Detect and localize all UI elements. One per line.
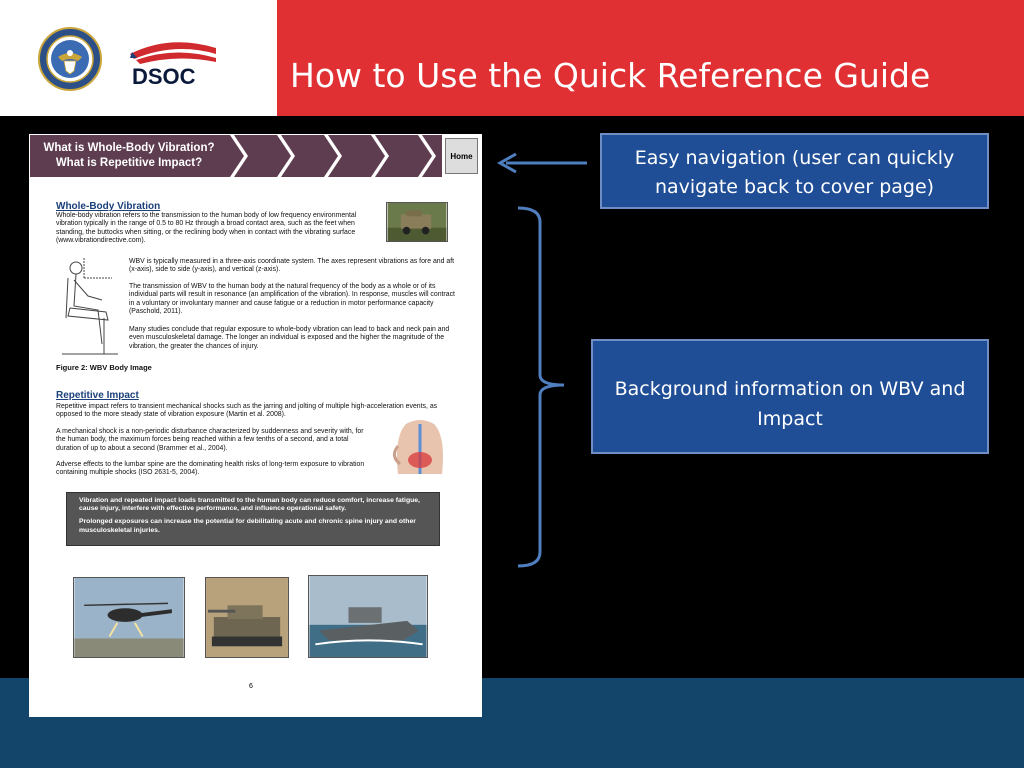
tank-photo (205, 577, 289, 658)
callout-text-1: Vibration and repeated impact loads transmitted to the human body can reduce comfort, increase fatigue, cause injury, interfere with effective performance, and influence operational safety. (79, 497, 420, 513)
callout-text-2: Prolonged exposures can increase the potential for debilitating acute and chronic spine injury and other musculoskeletal injuries. (79, 518, 416, 534)
quick-reference-page (29, 134, 482, 717)
wbv-paragraph-4: Many studies conclude that regular exposure to whole-body vibration can lead to back and neck pain and even musculoskeletal damage. The longer an individual is exposed and the higher the magnitude of the vibration, the greater the chances of injury. (129, 326, 450, 350)
ri-paragraph-3: Adverse effects to the lumbar spine are the dominating health risks of long-term exposure to vibration containing multiple shocks (ISO 2631-5, 2004). (56, 461, 365, 477)
wbv-section-title: Whole-Body Vibration (56, 201, 161, 212)
header-line-1: What is Whole-Body Vibration? (43, 142, 215, 154)
dsoc-logo-text: DSOC (132, 64, 196, 88)
patrol-boat-photo (308, 575, 428, 658)
lower-back-pain-image (384, 416, 456, 474)
helicopter-photo (73, 577, 185, 658)
wbv-paragraph-2: WBV is typically measured in a three-axis coordinate system. The axes represent vibrations as fore and aft (x-axis), side to side (y-axis), and vertical (z-axis). (129, 258, 455, 274)
left-arrow-icon (500, 154, 587, 172)
military-vehicle-photo (386, 202, 448, 242)
wbv-body-seated-figure (54, 258, 126, 364)
background-info-box: Background information on WBV and Impact (591, 339, 989, 454)
page-number: 6 (249, 683, 253, 690)
right-brace-icon (518, 208, 564, 566)
slide-title: How to Use the Quick Reference Guide (290, 56, 931, 95)
ri-section-title: Repetitive Impact (56, 390, 139, 401)
wbv-paragraph-1: Whole-body vibration refers to the transmission to the human body of low frequency environmental vibration typically in the range of 0.5 to 80 Hz through a broad contact area, such as the feet when standing, the buttocks when sitting, or the reclining body when in contact with the vibrating surface (www.vibrationdirective.com). (56, 212, 357, 245)
ri-paragraph-1: Repetitive impact refers to transient mechanical shocks such as the jarring and jolting of multiple high-acceleration events, as opposed to the more steady state of vibration exposure (Martin et al. 2008). (56, 403, 438, 419)
key-facts-callout (66, 492, 440, 546)
document-header-nav (30, 135, 481, 177)
ri-paragraph-2: A mechanical shock is a non-periodic disturbance characterized by suddenness and severity with, for the human body, the maximum forces being reached within a few tenths of a second, and a total duration of up to about a second (Brammer et al., 2004). (56, 428, 364, 452)
home-button[interactable]: Home (445, 138, 478, 174)
header-line-2: What is Repetitive Impact? (55, 157, 203, 169)
figure-caption: Figure 2: WBV Body Image (56, 363, 152, 372)
navigation-info-box: Easy navigation (user can quickly navigate back to cover page) (600, 133, 989, 209)
wbv-paragraph-3: The transmission of WBV to the human body at the natural frequency of the body as a whole or of its individual parts will result in resonance (an amplification of the vibration). In response, muscles will contract in a voluntary or involuntary manner and cause fatigue or a reduction in motor performance capacity (Paschold, 2011). (129, 283, 455, 316)
